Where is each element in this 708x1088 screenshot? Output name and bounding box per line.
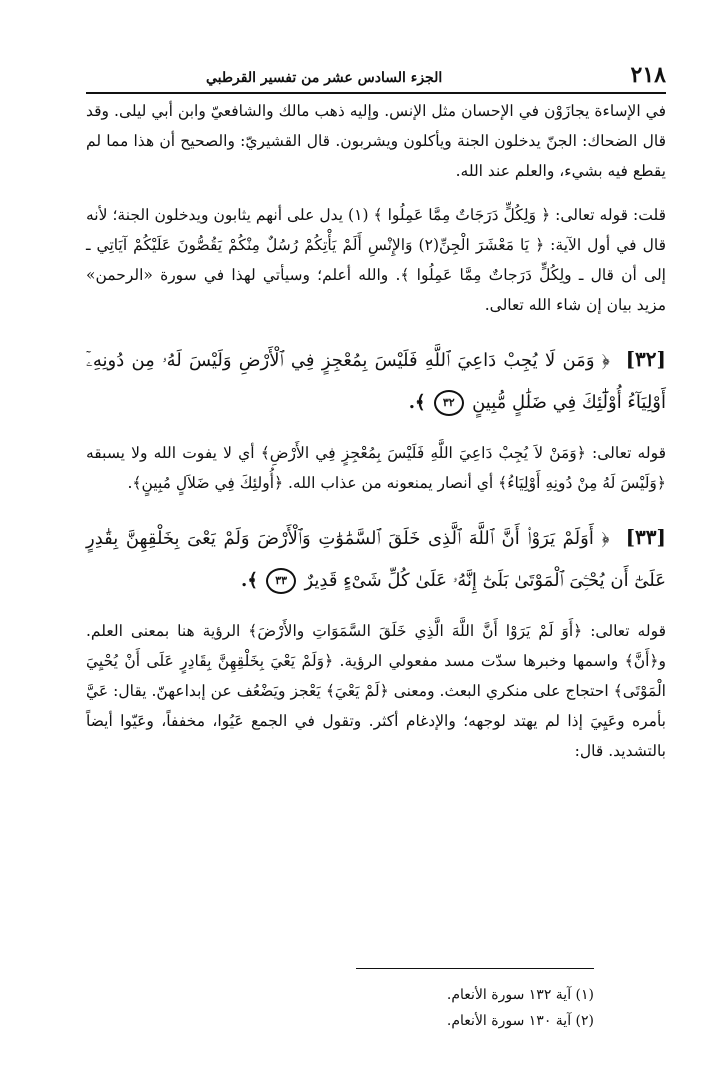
- body-text: [86, 96, 666, 766]
- verse-32-close-bracket: ﴾.: [408, 392, 426, 413]
- footnote-divider: [356, 968, 594, 969]
- verse-32-number: [٣٢]: [625, 347, 666, 371]
- ayah-32-marker-icon: ٣٢: [434, 390, 464, 416]
- footnote-1: (١) آية ١٣٢ سورة الأنعام.: [446, 987, 594, 1003]
- verse-33-number: [٣٣]: [625, 525, 666, 549]
- paragraph-3: قوله تعالى: ﴿وَمَنْ لاَ يُجِبْ دَاعِيَ اللَّهِ فَلَيْسَ بِمُعْجِزٍ فِي الأَرْضِ﴾ أي لا يفوت الله ولا يسبقه ﴿وَلَيْسَ لَهُ مِنْ دُونِهِ أَوْلِيَاءُ﴾ أي أنصار يمنعونه من عذاب الله. ﴿أُولئِكَ فِي ضَلاَلٍ مُبِينٍ﴾.: [86, 444, 666, 492]
- verse-33: [86, 516, 666, 602]
- verse-33-close-bracket: ﴾.: [241, 570, 258, 591]
- verse-33-text: ﴿ أَوَلَمْ يَرَوْا۟ أَنَّ ٱللَّهَ ٱلَّذِى خَلَقَ ٱلسَّمَٰوَٰتِ وَٱلْأَرْضَ وَلَمْ يَعْىَ بِخَلْقِهِنَّ بِقَٰدِرٍ عَلَىٰٓ أَن يُحْـِۧىَ ٱلْمَوْتَىٰ بَلَىٰٓ إِنَّهُۥ عَلَىٰ كُلِّ شَىْءٍ قَدِيرٌ: [86, 528, 666, 591]
- page-header: [86, 60, 666, 94]
- page-number: ٢١٨: [630, 62, 666, 88]
- footnote-2: (٢) آية ١٣٠ سورة الأنعام.: [446, 1013, 594, 1029]
- paragraph-4: قوله تعالى: ﴿أَوَ لَمْ يَرَوْا أَنَّ اللَّهَ الَّذِي خَلَقَ السَّمَوَاتِ والأَرْضَ﴾ الرؤية هنا بمعنى العلم. و﴿أَنَّ﴾ واسمها وخبرها سدّت مسد مفعولي الرؤية. ﴿وَلَمْ يَعْيَ بِخَلْقِهِنَّ بِقَادِرٍ عَلَى أَنْ يُحْيِيَ الْمَوْتَى﴾ احتجاج على منكري البعث. ومعنى ﴿لَمْ يَعْيَ﴾ يَعْجز ويَضْعُف عن إبداعهنّ. يقال: عَيَّ بأمره وعَيِيَ إذا لم يهتد لوجهه؛ والإدغام أكثر. وتقول في الجمع عَيُوا، مخففاً، وعَيّوا أيضاً بالتشديد. قال:: [86, 622, 666, 760]
- paragraph-1: في الإساءة يجازَوْن في الإحسان مثل الإنس. وإليه ذهب مالك والشافعيّ وابن أبي ليلى. وقد قال الضحاك: الجنّ يدخلون الجنة ويأكلون ويشربون. قال القشيريّ: والصحيح أن هذا مما لم يقطع فيه بشيء، والعلم عند الله.: [86, 102, 666, 180]
- paragraph-2: قلت: قوله تعالى: ﴿ وَلِكُلٍّ دَرَجَاتٌ مِمَّا عَمِلُوا ﴾ (١) يدل على أنهم يثابون ويدخلون الجنة؛ لأنه قال في أول الآية: ﴿ يَا مَعْشَرَ الْجِنِّ(٢) وَالإِنْسِ أَلَمْ يَأْتِكُمْ رُسُلٌ مِنْكُمْ يَقُصُّونَ عَلَيْكُمْ آيَاتِي ـ إلى أن قال ـ ولِكُلٍّ دَرَجاتٌ مِمَّا عَمِلُوا ﴾. والله أعلم؛ وسيأتي لهذا في سورة «الرحمن» مزيد بيان إن شاء الله تعالى.: [86, 206, 667, 314]
- footnotes: [200, 982, 594, 1034]
- verse-32-text: ﴿ وَمَن لَا يُجِبْ دَاعِيَ ٱللَّهِ فَلَيْسَ بِمُعْجِزٍ فِي ٱلْأَرْضِ وَلَيْسَ لَهُۥ مِن دُونِهِۦٓ أَوْلِيَآءُ أُوْلَٰٓئِكَ فِي ضَلَٰلٍ مُّبِينٍ: [86, 350, 666, 413]
- verse-32: [86, 338, 666, 424]
- running-title: الجزء السادس عشر من تفسير القرطبي: [206, 70, 443, 86]
- ayah-33-marker-icon: ٣٣: [266, 568, 296, 594]
